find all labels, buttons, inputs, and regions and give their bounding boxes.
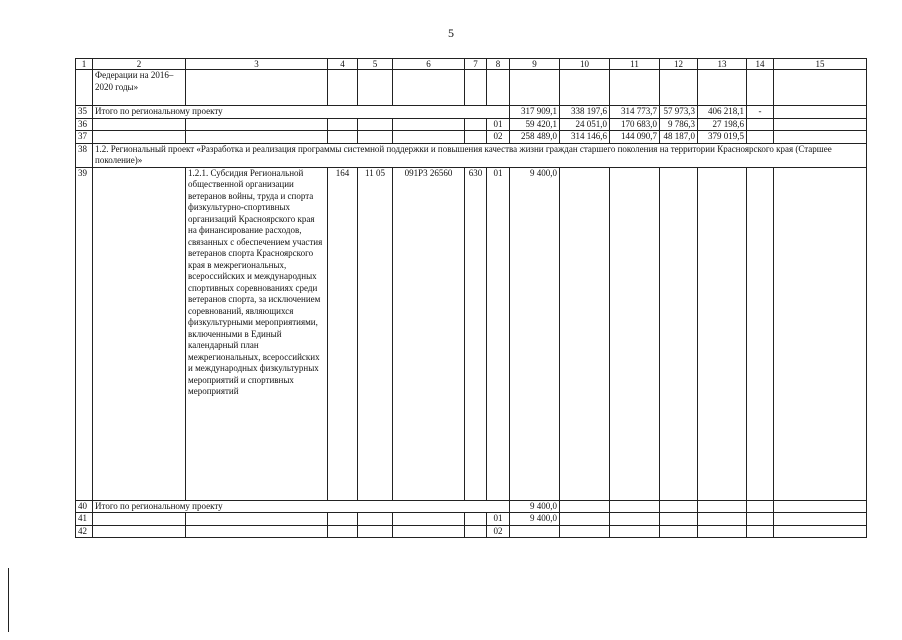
code-cell: 02 [487, 525, 510, 538]
budget-table [75, 58, 867, 538]
value-cell: 144 090,7 [610, 131, 660, 144]
row-number: 36 [76, 118, 93, 131]
subsidy-description: 1.2.1. Субсидия Региональной общественной организации ветеранов войны, труда и спорта физкультурно-спортивных организаций Красноярского края на финансирование расходов, связанных с обеспечением участия ветеранов спорта Красноярского края в межрегиональных, всероссийских и международных спортивных соревнованиях среди ветеранов спорта, за исключением соревнований, являющихся физкультурными мероприятиями, включенными в Единый календарный план межрегиональных, всероссийских и международных физкультурных мероприятий и спортивных мероприятий [186, 167, 328, 500]
table-row [76, 118, 867, 131]
header-cell: 8 [487, 59, 510, 70]
header-cell: 2 [93, 59, 186, 70]
value-cell: 379 019,5 [698, 131, 747, 144]
value-cell: 9 400,0 [510, 513, 560, 526]
code-cell: 164 [328, 167, 358, 500]
row-number: 39 [76, 167, 93, 500]
header-cell: 10 [560, 59, 610, 70]
value-cell: 406 218,1 [698, 106, 747, 119]
value-cell: 24 051,0 [560, 118, 610, 131]
value-cell: 314 146,6 [560, 131, 610, 144]
table-row [76, 167, 867, 500]
value-cell: 338 197,6 [560, 106, 610, 119]
header-cell: 3 [186, 59, 328, 70]
value-cell: 9 400,0 [510, 167, 560, 500]
value-cell: 258 489,0 [510, 131, 560, 144]
code-cell: 11 05 [358, 167, 393, 500]
row-number: 38 [76, 143, 93, 167]
value-cell: - [747, 106, 774, 119]
row-label: Итого по региональному проекту [93, 106, 510, 119]
header-cell: 1 [76, 59, 93, 70]
header-cell: 14 [747, 59, 774, 70]
row-number: 42 [76, 525, 93, 538]
row-cell-text: Федерации на 2016–2020 годы» [93, 70, 186, 106]
row-number: 35 [76, 106, 93, 119]
header-cell: 13 [698, 59, 747, 70]
header-cell: 9 [510, 59, 560, 70]
code-cell: 01 [487, 167, 510, 500]
value-cell: 170 683,0 [610, 118, 660, 131]
value-cell: 9 786,3 [660, 118, 698, 131]
table-row [76, 513, 867, 526]
code-cell: 630 [465, 167, 487, 500]
row-number: 40 [76, 500, 93, 513]
code-cell: 01 [487, 118, 510, 131]
scan-margin-line [8, 568, 9, 632]
table-row [76, 525, 867, 538]
row-number: 37 [76, 131, 93, 144]
value-cell: 57 973,3 [660, 106, 698, 119]
table-row [76, 131, 867, 144]
value-cell: 59 420,1 [510, 118, 560, 131]
header-cell: 6 [393, 59, 465, 70]
table-row [76, 106, 867, 119]
value-cell: 317 909,1 [510, 106, 560, 119]
table-row [76, 143, 867, 167]
page-number: 5 [448, 26, 454, 40]
header-cell: 7 [465, 59, 487, 70]
table-row [76, 70, 867, 106]
header-cell: 11 [610, 59, 660, 70]
value-cell: 9 400,0 [510, 500, 560, 513]
header-cell: 12 [660, 59, 698, 70]
value-cell: 314 773,7 [610, 106, 660, 119]
header-cell: 4 [328, 59, 358, 70]
code-cell: 02 [487, 131, 510, 144]
value-cell: 48 187,0 [660, 131, 698, 144]
code-cell: 01 [487, 513, 510, 526]
section-heading: 1.2. Региональный проект «Разработка и реализация программы системной поддержки и повышения качества жизни граждан старшего поколения на территории Красноярского края (Старшее поколение)» [93, 143, 867, 167]
code-cell: 091Р3 26560 [393, 167, 465, 500]
value-cell: 27 198,6 [698, 118, 747, 131]
header-cell: 15 [774, 59, 867, 70]
header-cell: 5 [358, 59, 393, 70]
row-number: 41 [76, 513, 93, 526]
header-row [76, 59, 867, 70]
row-label: Итого по региональному проекту [93, 500, 510, 513]
table-row [76, 500, 867, 513]
